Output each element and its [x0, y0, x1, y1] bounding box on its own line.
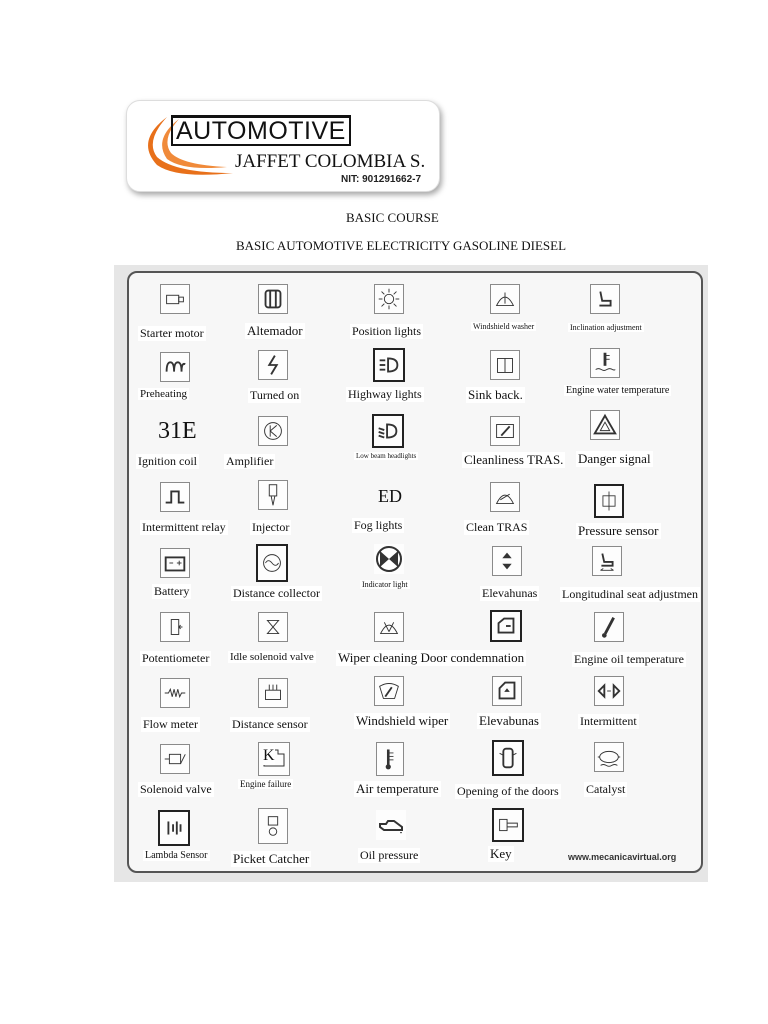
alternator-icon: [258, 284, 288, 314]
air-temperature-icon: [376, 742, 404, 776]
engine-water-temperature-label: Engine water temperature: [566, 385, 670, 396]
turned-on-icon: [258, 350, 288, 380]
sink-back-icon: [490, 350, 520, 380]
highway-lights-label: Highway lights: [348, 387, 422, 401]
solenoid-valve-label: Solenoid valve: [140, 782, 212, 796]
amplifier-label: Amplifier: [226, 454, 274, 468]
indicator-light-label: Indicator light: [362, 580, 408, 589]
elevahunas-label: Elevahunas: [482, 586, 538, 600]
flow-meter-label: Flow meter: [143, 717, 198, 731]
elevabunas-label: Elevabunas: [479, 713, 539, 728]
windshield-wiper-label: Windshield wiper: [356, 713, 449, 728]
danger-signal-label: Danger signal: [578, 451, 651, 466]
overlay-31e-text: 31E: [158, 418, 197, 444]
air-temperature-label: Air temperature: [356, 781, 439, 796]
solenoid-valve-icon: [160, 744, 190, 774]
windshield-washer-label: Windshield washer: [473, 322, 535, 331]
lambda-sensor-icon: [158, 810, 190, 846]
potentiometer-label: Potentiometer: [142, 651, 210, 665]
opening-doors-icon: [492, 740, 524, 776]
intermittent-relay-icon: [160, 482, 190, 512]
position-lights-icon: [374, 284, 404, 314]
windshield-washer-icon: [490, 284, 520, 314]
rear-cleanliness-icon: [490, 416, 520, 446]
idle-solenoid-valve-label: Idle solenoid valve: [230, 651, 314, 663]
pressure-sensor-label: Pressure sensor: [578, 523, 659, 538]
danger-signal-icon: [590, 410, 620, 440]
amplifier-icon: [258, 416, 288, 446]
alternator-label: Altemador: [247, 323, 303, 338]
oil-pressure-icon: [376, 810, 406, 840]
company-logo: [126, 100, 440, 192]
position-lights-label: Position lights: [352, 324, 422, 338]
distance-collector-label: Distance collector: [233, 586, 320, 600]
distance-sensor-icon: [258, 678, 288, 708]
intermittent-relay-label: Intermittent relay: [142, 520, 226, 534]
injector-icon: [258, 480, 288, 510]
page-title: BASIC AUTOMOTIVE ELECTRICITY GASOLINE DIESEL: [236, 238, 567, 253]
ignition-coil-label: Ignition coil: [138, 454, 197, 468]
distance-collector-icon: [256, 544, 288, 582]
inclination-adjustment-label: Inclination adjustment: [570, 323, 642, 332]
clean-tras-icon: [490, 482, 520, 512]
picket-catcher-label: Picket Catcher: [233, 851, 310, 866]
key-label: Key: [490, 846, 512, 861]
intermittent-label: Intermittent: [580, 714, 637, 728]
wiper-cleaning-icon: [374, 612, 404, 642]
pressure-sensor-icon: [594, 484, 624, 518]
longitudinal-seat-icon: [592, 546, 622, 576]
engine-oil-temperature-label: Engine oil temperature: [574, 652, 684, 666]
potentiometer-icon: [160, 612, 190, 642]
distance-sensor-label: Distance sensor: [232, 717, 308, 731]
sink-back-label: Sink back.: [468, 387, 523, 402]
seat-inclination-icon: [590, 284, 620, 314]
engine-failure-label: Engine failure: [240, 779, 292, 789]
engine-water-temperature-icon: [590, 348, 620, 378]
oil-pressure-label: Oil pressure: [360, 848, 419, 862]
key-icon: [492, 808, 524, 842]
clean-tras-label: Clean TRAS: [466, 520, 528, 534]
windshield-wiper-icon: [374, 676, 404, 706]
logo-nit: NIT: 901291662-7: [341, 174, 422, 185]
longitudinal-seat-adjustment-label: Longitudinal seat adjustmen: [562, 587, 698, 601]
cleanliness-tras-label: Cleanliness TRAS.: [464, 452, 564, 467]
course-label: BASIC COURSE: [346, 210, 439, 225]
logo-title: AUTOMOTIVE: [171, 115, 351, 146]
low-beam-headlights-icon: [372, 414, 404, 448]
flow-meter-icon: [160, 678, 190, 708]
starter-motor-label: Starter motor: [140, 326, 204, 340]
starter-motor-icon: [160, 284, 190, 314]
preheating-label: Preheating: [140, 388, 188, 400]
catalyst-icon: [594, 742, 624, 772]
opening-of-the-doors-label: Opening of the doors: [457, 784, 559, 798]
highway-lights-icon: [373, 348, 405, 382]
overlay-k-text: K: [263, 747, 275, 764]
fog-lights-label: Fog lights: [354, 518, 403, 532]
overlay-ed-text: ED: [378, 486, 402, 506]
door-condemnation-icon: [490, 610, 522, 642]
engine-oil-temperature-icon: [594, 612, 624, 642]
indicator-light-icon: [374, 544, 404, 574]
lambda-sensor-label: Lambda Sensor: [145, 850, 208, 861]
picket-catcher-icon: [258, 808, 288, 844]
preheating-icon: [160, 352, 190, 382]
intermittent-icon: [594, 676, 624, 706]
window-lift-icon: [492, 546, 522, 576]
turned-on-label: Turned on: [250, 388, 300, 402]
idle-solenoid-valve-icon: [258, 612, 288, 642]
low-beam-headlights-label: Low beam headlights: [356, 452, 417, 460]
battery-icon: [160, 548, 190, 578]
injector-label: Injector: [252, 520, 290, 534]
window-lift-door-icon: [492, 676, 522, 706]
battery-label: Battery: [154, 584, 190, 598]
logo-subtitle: JAFFET COLOMBIA S.: [235, 151, 426, 172]
source-url-text: www.mecanicavirtual.org: [568, 852, 677, 862]
wiper-cleaning-door-label: Wiper cleaning Door condemnation: [338, 650, 525, 665]
catalyst-label: Catalyst: [586, 782, 626, 796]
